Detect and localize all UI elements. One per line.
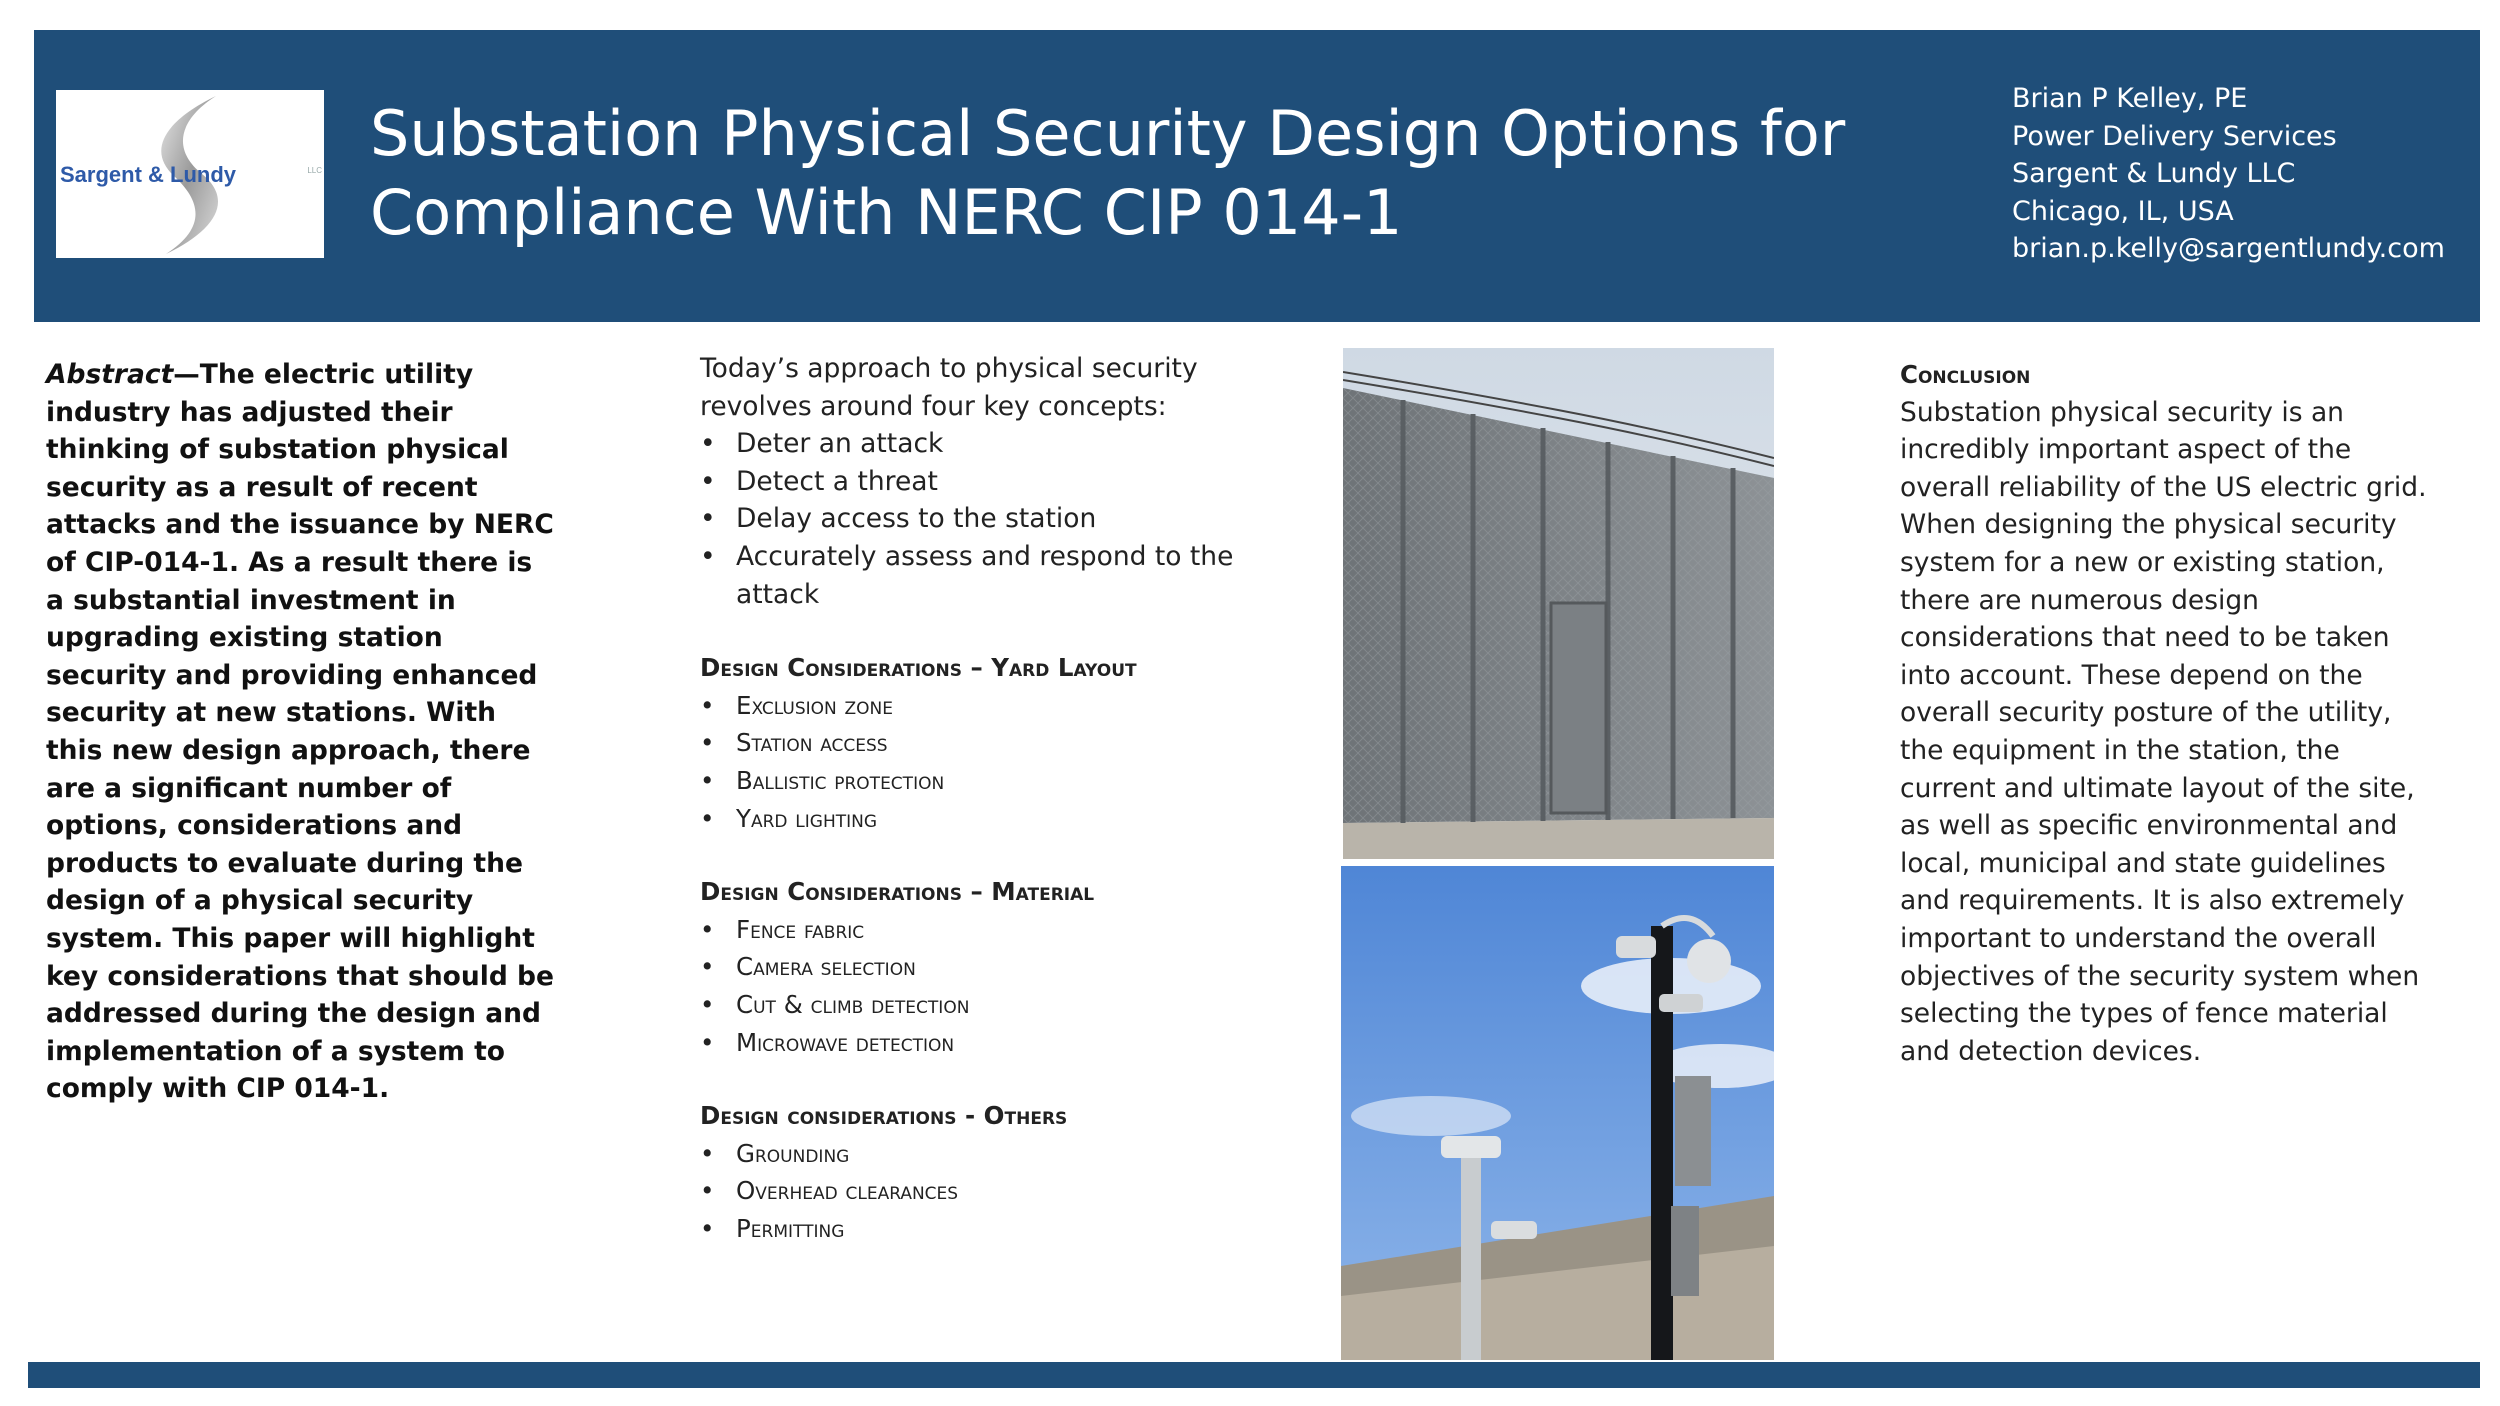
fence-photo [1343, 348, 1774, 859]
list-item: • Delay access to the station [700, 500, 1300, 538]
author-email: brian.p.kelly@sargentlundy.com [2012, 233, 2445, 264]
author-name: Brian P Kelley, PE [2012, 83, 2248, 114]
abstract-section [46, 356, 556, 1108]
section-heading-material: Design Considerations – Material [700, 877, 1095, 907]
list-item: • Ballistic protection [700, 762, 1300, 800]
author-block [2012, 80, 2445, 268]
yard-layout-list [700, 687, 1300, 837]
list-item: • Camera selection [700, 948, 1300, 986]
author-location: Chicago, IL, USA [2012, 195, 2234, 227]
abstract-label: Abstract [46, 359, 174, 390]
approach-intro: Today’s approach to physical security revolves around four key concepts: [700, 353, 1198, 422]
list-item: • Deter an attack [700, 425, 1300, 463]
conclusion-heading: Conclusion [1900, 360, 2031, 389]
author-department: Power Delivery Services [2012, 120, 2337, 152]
camera-pole-photo [1341, 866, 1774, 1360]
conclusion-section [1900, 356, 2440, 1070]
logo-llc-mark: LLC [307, 166, 322, 175]
list-item: • Detect a threat [700, 463, 1300, 501]
list-item: • Yard lighting [700, 800, 1300, 838]
list-item: • Accurately assess and respond to the attack [700, 538, 1300, 613]
title-line-2: Compliance With NERC CIP 014-1 [370, 176, 1403, 249]
list-item: • Cut & climb detection [700, 986, 1300, 1024]
section-heading-others: Design considerations - Others [700, 1101, 1068, 1131]
author-company: Sargent & Lundy LLC [2012, 158, 2296, 189]
logo-wordmark: Sargent & Lundy [60, 162, 237, 187]
list-item: • Exclusion zone [700, 687, 1300, 725]
header-banner [34, 30, 2480, 322]
company-logo [56, 90, 324, 258]
list-item: • Microwave detection [700, 1024, 1300, 1062]
conclusion-text: Substation physical security is an incredibly important aspect of the overall reliability of the US electric grid. When designing the physical security system for a new or existing station, there are numerous design considerations that need to be taken into account. These depend on the overall security posture of the utility, the equipment in the station, the current and ultimate layout of the site, as well as specific environmental and local, municipal and state guidelines and requirements. It is also extremely important to understand the overall objectives of the security system when selecting the types of fence material and detection devices. [1900, 396, 2427, 1067]
list-item: • Fence fabric [700, 911, 1300, 949]
section-heading-yard-layout: Design Considerations – Yard Layout [700, 653, 1137, 683]
list-item: • Grounding [700, 1135, 1300, 1173]
abstract-text: —The electric utility industry has adjusted their thinking of substation physical security as a result of recent attacks and the issuance by NERC of CIP-014-1. As a result there is a substantial investment in upgrading existing station security and providing enhanced security at new stations. With this new design approach, there are a significant number of options, considerations and products to evaluate during the design of a physical security system. This paper will highlight key considerations that should be addressed during the design and implementation of a system to comply with CIP 014-1. [46, 359, 554, 1105]
others-list [700, 1135, 1300, 1248]
page-title [370, 94, 1846, 252]
material-list [700, 911, 1300, 1061]
footer-bar [28, 1362, 2480, 1388]
list-item: • Permitting [700, 1210, 1300, 1248]
list-item: • Station access [700, 724, 1300, 762]
title-line-1: Substation Physical Security Design Options for [370, 97, 1846, 170]
approach-section [700, 350, 1300, 1247]
concept-list [700, 425, 1300, 613]
list-item: • Overhead clearances [700, 1172, 1300, 1210]
